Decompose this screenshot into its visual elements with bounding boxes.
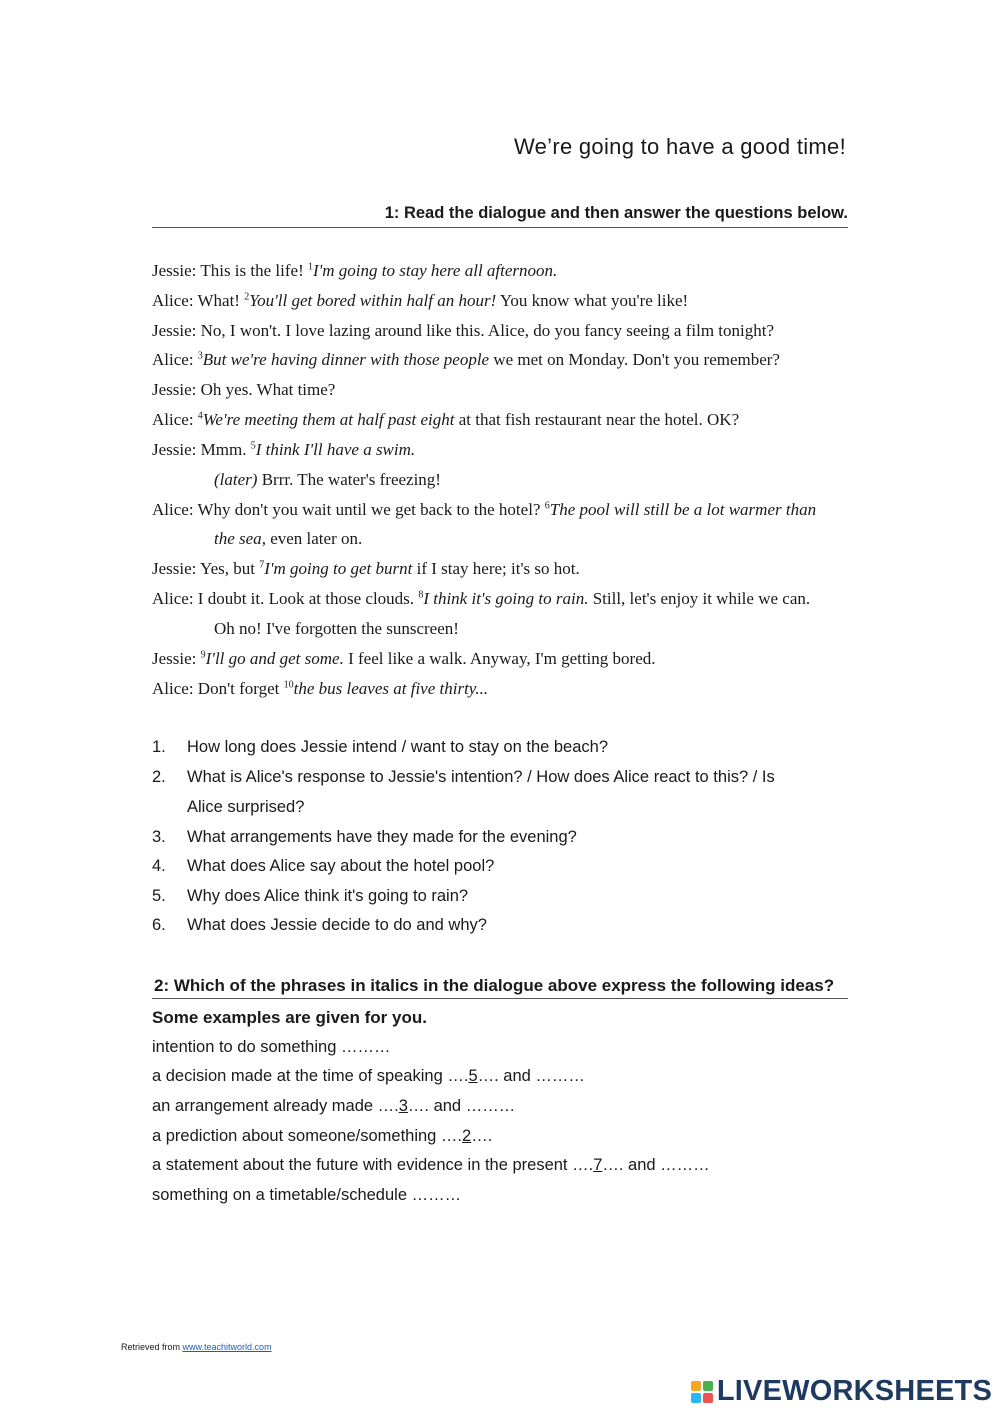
speaker: Jessie: <box>152 649 197 668</box>
logo-tile <box>703 1393 713 1403</box>
line-text: Yes, but <box>196 559 260 578</box>
phrase-number: 3 <box>197 350 203 362</box>
question-text: What is Alice's response to Jessie's intention? / How does Alice react to this? / Is <box>187 768 775 786</box>
italic-phrase: I'll go and get some. <box>205 649 344 668</box>
idea-text: something on a timetable/schedule ……… <box>152 1186 462 1204</box>
answer-field[interactable]: 5 <box>468 1067 478 1085</box>
brand-name: LIVEWORKSHEETS <box>716 1375 992 1407</box>
italic-phrase: I'm going to get burnt <box>264 559 413 578</box>
question-item <box>152 798 304 817</box>
line-text: Don't forget <box>193 679 284 698</box>
liveworksheets-logo <box>691 1375 992 1408</box>
dialogue-line <box>152 291 688 311</box>
dialogue-line <box>152 410 739 430</box>
phrase-number: 2 <box>244 291 250 303</box>
speaker: Alice: <box>152 500 194 519</box>
italic-phrase: We're meeting them at half past eight <box>202 410 455 429</box>
idea-item <box>152 1156 710 1175</box>
phrase-number: 8 <box>418 589 424 601</box>
line-text: No, I won't. I love lazing around like this. Alice, do you fancy seeing a film tonight? <box>196 321 775 340</box>
section-1-divider <box>152 227 848 228</box>
idea-text: intention to do something ……… <box>152 1038 391 1056</box>
question-text: What does Alice say about the hotel pool? <box>187 857 495 875</box>
italic-phrase: You'll get bored within half an hour! <box>249 291 497 310</box>
question-number: 3. <box>152 828 166 846</box>
speaker: Alice: <box>152 291 194 310</box>
idea-suffix: …. and ……… <box>477 1067 585 1085</box>
line-text: at that fish restaurant near the hotel. OK? <box>454 410 740 429</box>
phrase-number: 5 <box>250 440 256 452</box>
idea-suffix: …. and ……… <box>602 1156 710 1174</box>
italic-phrase: (later) <box>214 470 258 489</box>
dialogue-line <box>152 380 335 400</box>
question-item <box>152 916 487 935</box>
line-text: Oh yes. What time? <box>196 380 336 399</box>
speaker: Jessie: <box>152 380 197 399</box>
source-prefix: Retrieved from <box>121 1342 183 1352</box>
dialogue-line <box>152 261 557 281</box>
idea-item <box>152 1038 390 1057</box>
page-title: We’re going to have a good time! <box>513 134 846 159</box>
idea-text: a decision made at the time of speaking …. <box>152 1067 469 1085</box>
line-text: Oh no! I've forgotten the sunscreen! <box>214 619 459 638</box>
line-text: , even later on. <box>261 529 363 548</box>
speaker: Jessie: <box>152 261 197 280</box>
question-number: 5. <box>152 887 166 905</box>
answer-field[interactable]: 2 <box>462 1127 472 1145</box>
idea-text: a prediction about someone/something …. <box>152 1127 463 1145</box>
question-item <box>152 887 468 906</box>
question-number: 4. <box>152 857 166 875</box>
question-item <box>152 828 577 847</box>
question-item <box>152 738 608 757</box>
line-text: we met on Monday. Don't you remember? <box>489 350 780 369</box>
source-credit <box>121 1342 272 1352</box>
dialogue-line <box>152 321 774 341</box>
speaker: Jessie: <box>152 559 197 578</box>
idea-text: an arrangement already made …. <box>152 1097 399 1115</box>
dialogue-line <box>152 589 810 609</box>
answer-field[interactable]: 3 <box>398 1097 408 1115</box>
answer-field[interactable]: 7 <box>593 1156 603 1174</box>
italic-phrase: I'm going to stay here all afternoon. <box>312 261 558 280</box>
question-number: 6. <box>152 916 166 934</box>
italic-phrase: the bus leaves at five thirty... <box>293 679 489 698</box>
dialogue-line <box>152 500 816 520</box>
idea-item <box>152 1067 585 1086</box>
italic-phrase: But we're having dinner with those people <box>202 350 490 369</box>
idea-suffix: …. and ……… <box>407 1097 516 1115</box>
italic-phrase: the sea <box>214 529 262 548</box>
question-text: Alice surprised? <box>187 798 305 816</box>
phrase-number: 4 <box>197 410 203 422</box>
line-text: You know what you're like! <box>496 291 689 310</box>
line-text: Mmm. <box>196 440 251 459</box>
logo-tile <box>691 1381 701 1391</box>
italic-phrase: I think it's going to rain. <box>423 589 589 608</box>
italic-phrase: The pool will still be a lot warmer than <box>549 500 817 519</box>
question-text: Why does Alice think it's going to rain? <box>187 887 469 905</box>
phrase-number: 7 <box>259 559 265 571</box>
dialogue-line <box>152 559 580 579</box>
dialogue-line <box>152 440 415 460</box>
line-text: Brrr. The water's freezing! <box>257 470 441 489</box>
line-text: Why don't you wait until we get back to the hotel? <box>193 500 545 519</box>
question-text: What arrangements have they made for the evening? <box>187 828 577 846</box>
dialogue-line <box>152 679 488 699</box>
speaker: Jessie: <box>152 321 197 340</box>
idea-item <box>152 1127 492 1146</box>
idea-suffix: …. <box>471 1127 493 1145</box>
phrase-number: 6 <box>544 500 550 512</box>
question-item <box>152 768 775 787</box>
line-text: Still, let's enjoy it while we can. <box>588 589 811 608</box>
phrase-number: 9 <box>200 649 206 661</box>
speaker: Alice: <box>152 350 194 369</box>
line-text: if I stay here; it's so hot. <box>412 559 580 578</box>
dialogue-line <box>214 470 441 490</box>
dialogue-line <box>152 350 780 370</box>
speaker: Jessie: <box>152 440 197 459</box>
section-2-heading: 2: Which of the phrases in italics in the dialogue above express the following ideas? <box>154 976 835 995</box>
speaker: Alice: <box>152 589 194 608</box>
dialogue-line <box>214 619 459 639</box>
dialogue-line <box>214 529 362 549</box>
speaker: Alice: <box>152 679 194 698</box>
section-1-heading: 1: Read the dialogue and then answer the questions below. <box>384 204 848 222</box>
section-2-subheading: Some examples are given for you. <box>152 1008 427 1027</box>
logo-tile <box>703 1381 713 1391</box>
question-text: How long does Jessie intend / want to stay on the beach? <box>187 738 609 756</box>
speaker: Alice: <box>152 410 194 429</box>
logo-tile <box>691 1393 701 1403</box>
phrase-number: 10 <box>283 679 294 691</box>
phrase-number: 1 <box>307 261 313 273</box>
question-number: 2. <box>152 768 166 786</box>
logo-tiles-icon <box>691 1381 713 1403</box>
line-text: I feel like a walk. Anyway, I'm getting bored. <box>343 649 656 668</box>
dialogue-line <box>152 649 656 669</box>
question-number: 1. <box>152 738 166 756</box>
question-text: What does Jessie decide to do and why? <box>187 916 487 934</box>
question-item <box>152 857 494 876</box>
idea-text: a statement about the future with evidence in the present …. <box>152 1156 594 1174</box>
line-text: I doubt it. Look at those clouds. <box>193 589 419 608</box>
idea-item <box>152 1097 515 1116</box>
italic-phrase: I think I'll have a swim. <box>255 440 416 459</box>
line-text: What! <box>193 291 245 310</box>
section-2-divider <box>152 998 848 999</box>
source-link[interactable]: www.teachitworld.com <box>182 1342 272 1352</box>
idea-item <box>152 1186 461 1205</box>
line-text: This is the life! <box>196 261 308 280</box>
